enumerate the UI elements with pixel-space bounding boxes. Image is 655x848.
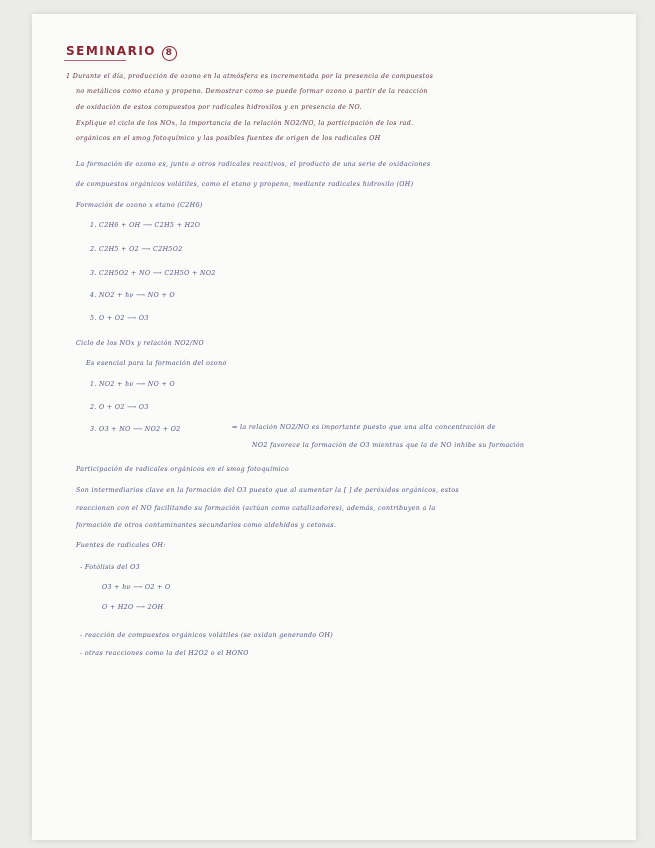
body-text: Son intermediarios clave en la formación del O3 puesto que al aumentar la [ ] de peróxidos orgánicos, estos <box>76 487 459 494</box>
question-line: Explique el ciclo de los NOx, la importancia de la relación NO2/NO, la participación de los rad. <box>76 120 414 127</box>
answer-line: de compuestos orgánicos volátiles, como el etano y propeno, mediante radicales hidroxilo (OH) <box>76 181 414 188</box>
body-text: reaccionan con el NO facilitando su formación (actúan como catalizadores), además, contribuyen a la <box>76 505 436 512</box>
section-heading: Participación de radicales orgánicos en el smog fotoquímico <box>76 466 290 473</box>
reaction-line: 5. O + O2 ⟶ O3 <box>90 315 149 322</box>
question-line: orgánicos en el smog fotoquímico y las posibles fuentes de origen de los radicales OH <box>76 135 381 142</box>
body-text: formación de otros contaminantes secundarios como aldehídos y cetonas. <box>76 522 337 529</box>
reaction-line: 4. NO2 + hν ⟶ NO + O <box>90 292 175 299</box>
section-heading: Formación de ozono x etano (C2H6) <box>76 202 203 209</box>
source-item: - Fotólisis del O3 <box>80 564 141 571</box>
reaction-line: 2. O + O2 ⟶ O3 <box>90 404 149 411</box>
title-underline <box>64 60 126 61</box>
question-line: 1 Durante el día, producción de ozono en la atmósfera es incrementada por la presencia de compuestos <box>66 73 434 80</box>
ratio-note-line: NO2 favorece la formación de O3 mientras que la de NO inhibe su formación <box>252 442 525 449</box>
body-text: Es esencial para la formación del ozono <box>86 360 227 367</box>
source-item: - otras reacciones como la del H2O2 o el HONO <box>80 650 249 657</box>
section-heading: Fuentes de radicales OH: <box>76 542 166 549</box>
title-text: SEMINARIO <box>66 44 156 58</box>
answer-line: La formación de ozono es, junto a otros radicales reactivos, el producto de una serie de oxidaciones <box>76 161 431 168</box>
section-heading: Ciclo de los NOx y relación NO2/NO <box>76 340 205 347</box>
reaction-line: O + H2O ⟶ 2OH <box>102 604 164 611</box>
reaction-line: O3 + hν ⟶ O2 + O <box>102 584 171 591</box>
reaction-line: 2. C2H5 + O2 ⟶ C2H5O2 <box>90 246 183 253</box>
reaction-line: 1. C2H6 + OH ⟶ C2H5 + H2O <box>90 222 201 229</box>
title-number-badge: 8 <box>162 46 177 61</box>
question-line: no metálicos como etano y propeno. Demostrar como se puede formar ozono a partir de la reacción <box>76 88 428 95</box>
reaction-line: 3. O3 + NO ⟶ NO2 + O2 <box>90 426 181 433</box>
reaction-line: 3. C2H5O2 + NO ⟶ C2H5O + NO2 <box>90 270 216 277</box>
ratio-note-line: ⇒ la relación NO2/NO es importante puesto que una alta concentración de <box>232 424 496 431</box>
reaction-line: 1. NO2 + hν ⟶ NO + O <box>90 381 175 388</box>
question-line: de oxidación de estos compuestos por radicales hidroxilos y en presencia de NO. <box>76 104 362 111</box>
page-title <box>66 44 177 61</box>
source-item: - reacción de compuestos orgánicos volátiles (se oxidan generando OH) <box>80 632 334 639</box>
